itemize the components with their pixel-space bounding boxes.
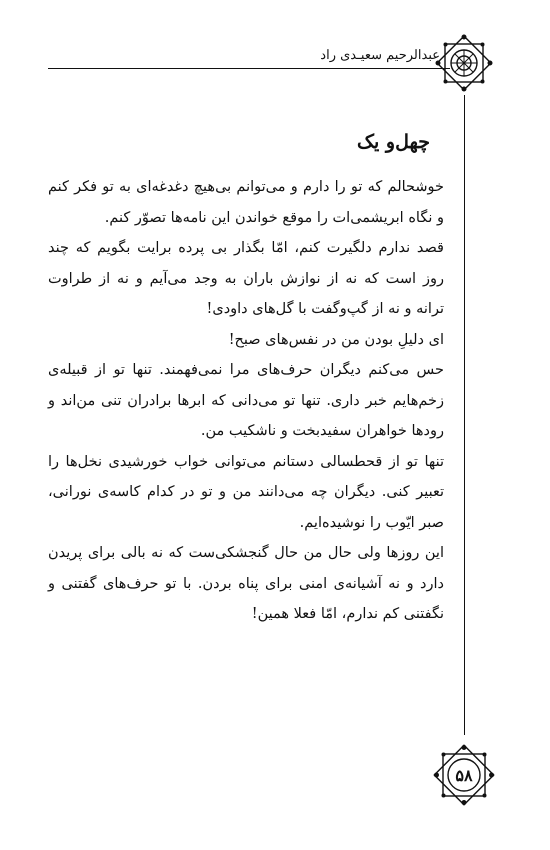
- paragraph: حس می‌کنم دیگران حرف‌های مرا نمی‌فهمند. تنها تو از قبیله‌ی زخم‌هایم خبر داری. تنها تو می‌دانی که ابرها برادران تنی من‌اند و رودها خواهران سفیدبخت و ناشکیب من.: [48, 362, 444, 439]
- running-head-author: عبدالرحیم سعیـدی راد: [320, 48, 440, 63]
- paragraph: قصد ندارم دلگیرت کنم، امّا بگذار بی پرده برایت بگویم که چند روز است که نه از نوازش باران به وجد می‌آیم و نه از طراوت ترانه و نه از گپ‌وگفت با گل‌های داودی!: [48, 240, 444, 317]
- paragraph: ای دلیلِ بودن من در نفس‌های صبح!: [228, 331, 444, 348]
- ornament-top-icon: [433, 32, 495, 94]
- body-text: [48, 172, 444, 630]
- paragraph: این روزها ولی حال من حال گنجشکی‌ست که نه بالی برای پریدن دارد و نه آشیانه‌ی امنی برای پناه بردن. با تو حرف‌های گفتنی و نگفتنی کم ندارم، امّا فعلا همین!: [48, 545, 444, 622]
- page-number: ۵۸: [455, 765, 473, 785]
- paragraph: خوشحالم که تو را دارم و می‌توانم بی‌هیچ دغدغه‌ای به تو فکر کنم و نگاه ابریشمی‌ات را موقع خواندن این نامه‌ها تصوّر کنم.: [48, 179, 444, 226]
- chapter-title: چهل‌و یک: [357, 130, 430, 153]
- header-rule: [48, 68, 450, 69]
- paragraph: تنها تو از قحطسالی دستانم می‌توانی خواب خورشیدی نخل‌ها را تعبیر کنی. دیگران چه می‌دانند من و تو در کدام کاسه‌ی نورانی، صبر ایّوب را نوشیده‌ایم.: [48, 453, 444, 531]
- side-rule: [464, 95, 465, 735]
